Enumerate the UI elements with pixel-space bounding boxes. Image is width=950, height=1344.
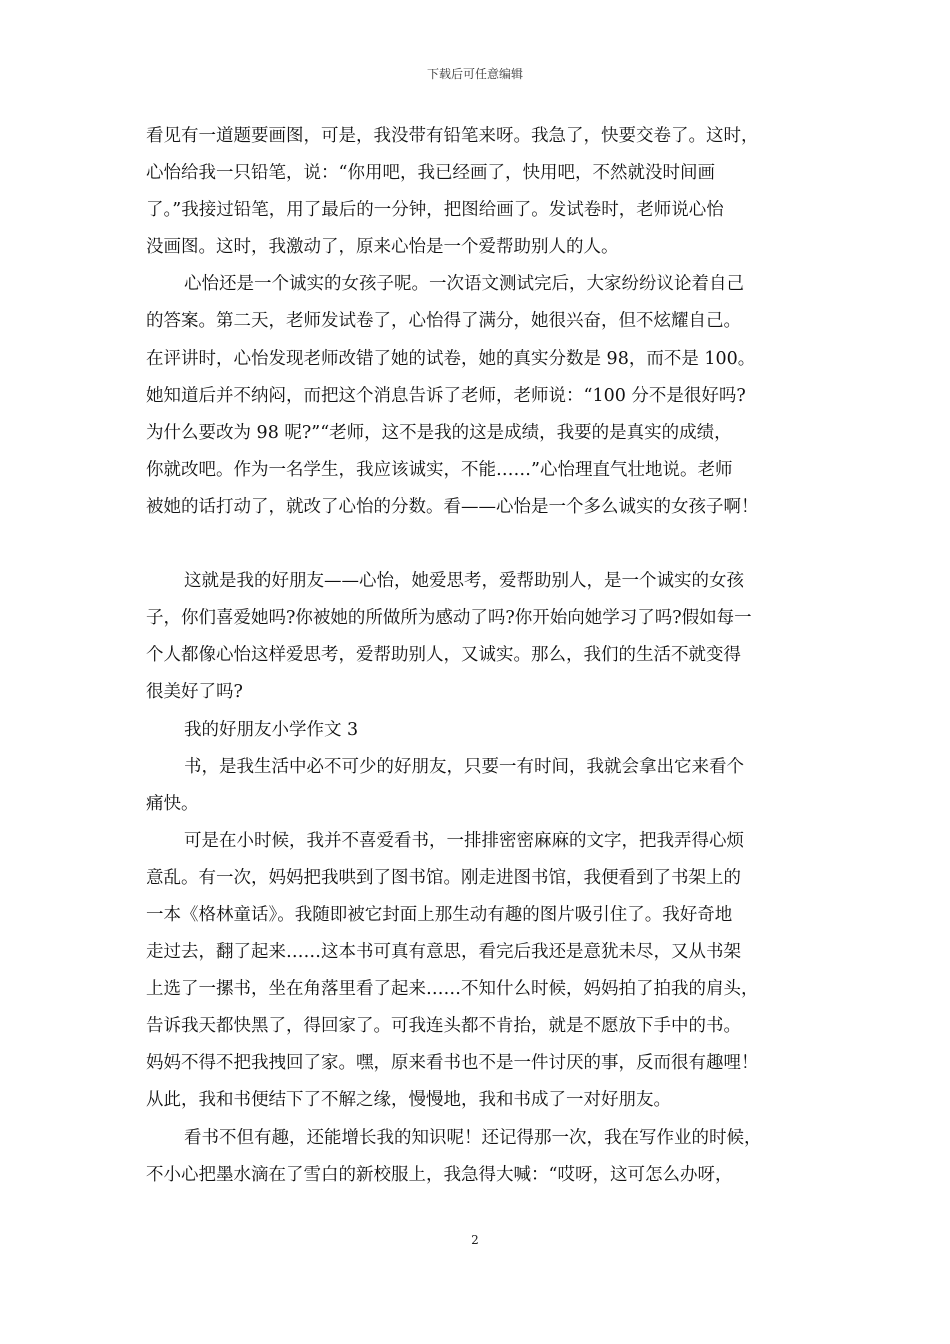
document-body <box>146 118 812 1194</box>
text-line: 妈妈不得不把我拽回了家。嘿，原来看书也不是一件讨厌的事，反而很有趣哩！ <box>146 1053 759 1074</box>
page-number: 2 <box>471 1233 479 1247</box>
text-line: 不小心把墨水滴在了雪白的新校服上，我急得大喊：“哎呀，这可怎么办呀， <box>146 1164 733 1185</box>
text-line: 被她的话打动了，就改了心怡的分数。看——心怡是一个多么诚实的女孩子啊！ <box>146 496 759 517</box>
text-line: 告诉我天都快黑了，得回家了。可我连头都不肯抬，就是不愿放下手中的书。 <box>146 1016 741 1037</box>
text-line: 看见有一道题要画图，可是，我没带有铅笔来呀。我急了，快要交卷了。这时， <box>146 126 759 146</box>
text-line: 她知道后并不纳闷，而把这个消息告诉了老师，老师说：“100 分不是很好吗? <box>146 385 746 406</box>
text-line: 意乱。有一次，妈妈把我哄到了图书馆。刚走进图书馆，我便看到了书架上的 <box>146 867 741 888</box>
text-line: 子，你们喜爱她吗?你被她的所做所为感动了吗?你开始向她学习了吗?假如每一 <box>146 608 752 629</box>
text-line: 的答案。第二天，老师发试卷了，心怡得了满分，她很兴奋，但不炫耀自己。 <box>146 311 741 332</box>
text-line: 走过去，翻了起来……这本书可真有意思，看完后我还是意犹未尽，又从书架 <box>146 942 741 963</box>
page-header: 下载后可任意编辑 <box>426 67 523 81</box>
text-line: 心怡给我一只铅笔，说：“你用吧，我已经画了，快用吧，不然就没时间画 <box>146 163 715 184</box>
text-line: 从此，我和书便结下了不解之缘，慢慢地，我和书成了一对好朋友。 <box>146 1090 671 1111</box>
text-line: 了。”我接过铅笔，用了最后的一分钟，把图给画了。发试卷时，老师说心怡 <box>146 200 724 221</box>
text-line: 一本《格林童话》。我随即被它封面上那生动有趣的图片吸引住了。我好奇地 <box>146 904 733 925</box>
text-line: 我的好朋友小学作文 3 <box>184 719 359 740</box>
text-line: 为什么要改为 98 呢?”“老师，这不是我的这是成绩，我要的是真实的成绩， <box>146 422 732 443</box>
text-line: 这就是我的好朋友——心怡，她爱思考，爱帮助别人，是一个诚实的女孩 <box>184 571 744 592</box>
text-line: 很美好了吗? <box>146 682 243 703</box>
text-line: 个人都像心怡这样爱思考，爱帮助别人，又诚实。那么，我们的生活不就变得 <box>146 645 741 666</box>
text-line: 在评讲时，心怡发现老师改错了她的试卷，她的真实分数是 98，而不是 100。 <box>146 348 756 369</box>
text-line: 痛快。 <box>146 793 199 814</box>
text-line: 你就改吧。作为一名学生，我应该诚实，不能……”心怡理直气壮地说。老师 <box>146 459 733 480</box>
blank-line <box>146 526 812 563</box>
text-line: 心怡还是一个诚实的女孩子呢。一次语文测试完后，大家纷纷议论着自己 <box>184 274 744 295</box>
text-line: 可是在小时候，我并不喜爱看书，一排排密密麻麻的文字，把我弄得心烦 <box>184 830 744 851</box>
text-line: 看书不但有趣，还能增长我的知识呢！还记得那一次，我在写作业的时候， <box>184 1127 762 1148</box>
text-line: 书，是我生活中必不可少的好朋友，只要一有时间，我就会拿出它来看个 <box>184 756 744 777</box>
text-line: 没画图。这时，我激动了，原来心怡是一个爱帮助别人的人。 <box>146 237 619 258</box>
text-line: 上选了一摞书，坐在角落里看了起来……不知什么时候，妈妈拍了拍我的肩头， <box>146 979 759 1000</box>
